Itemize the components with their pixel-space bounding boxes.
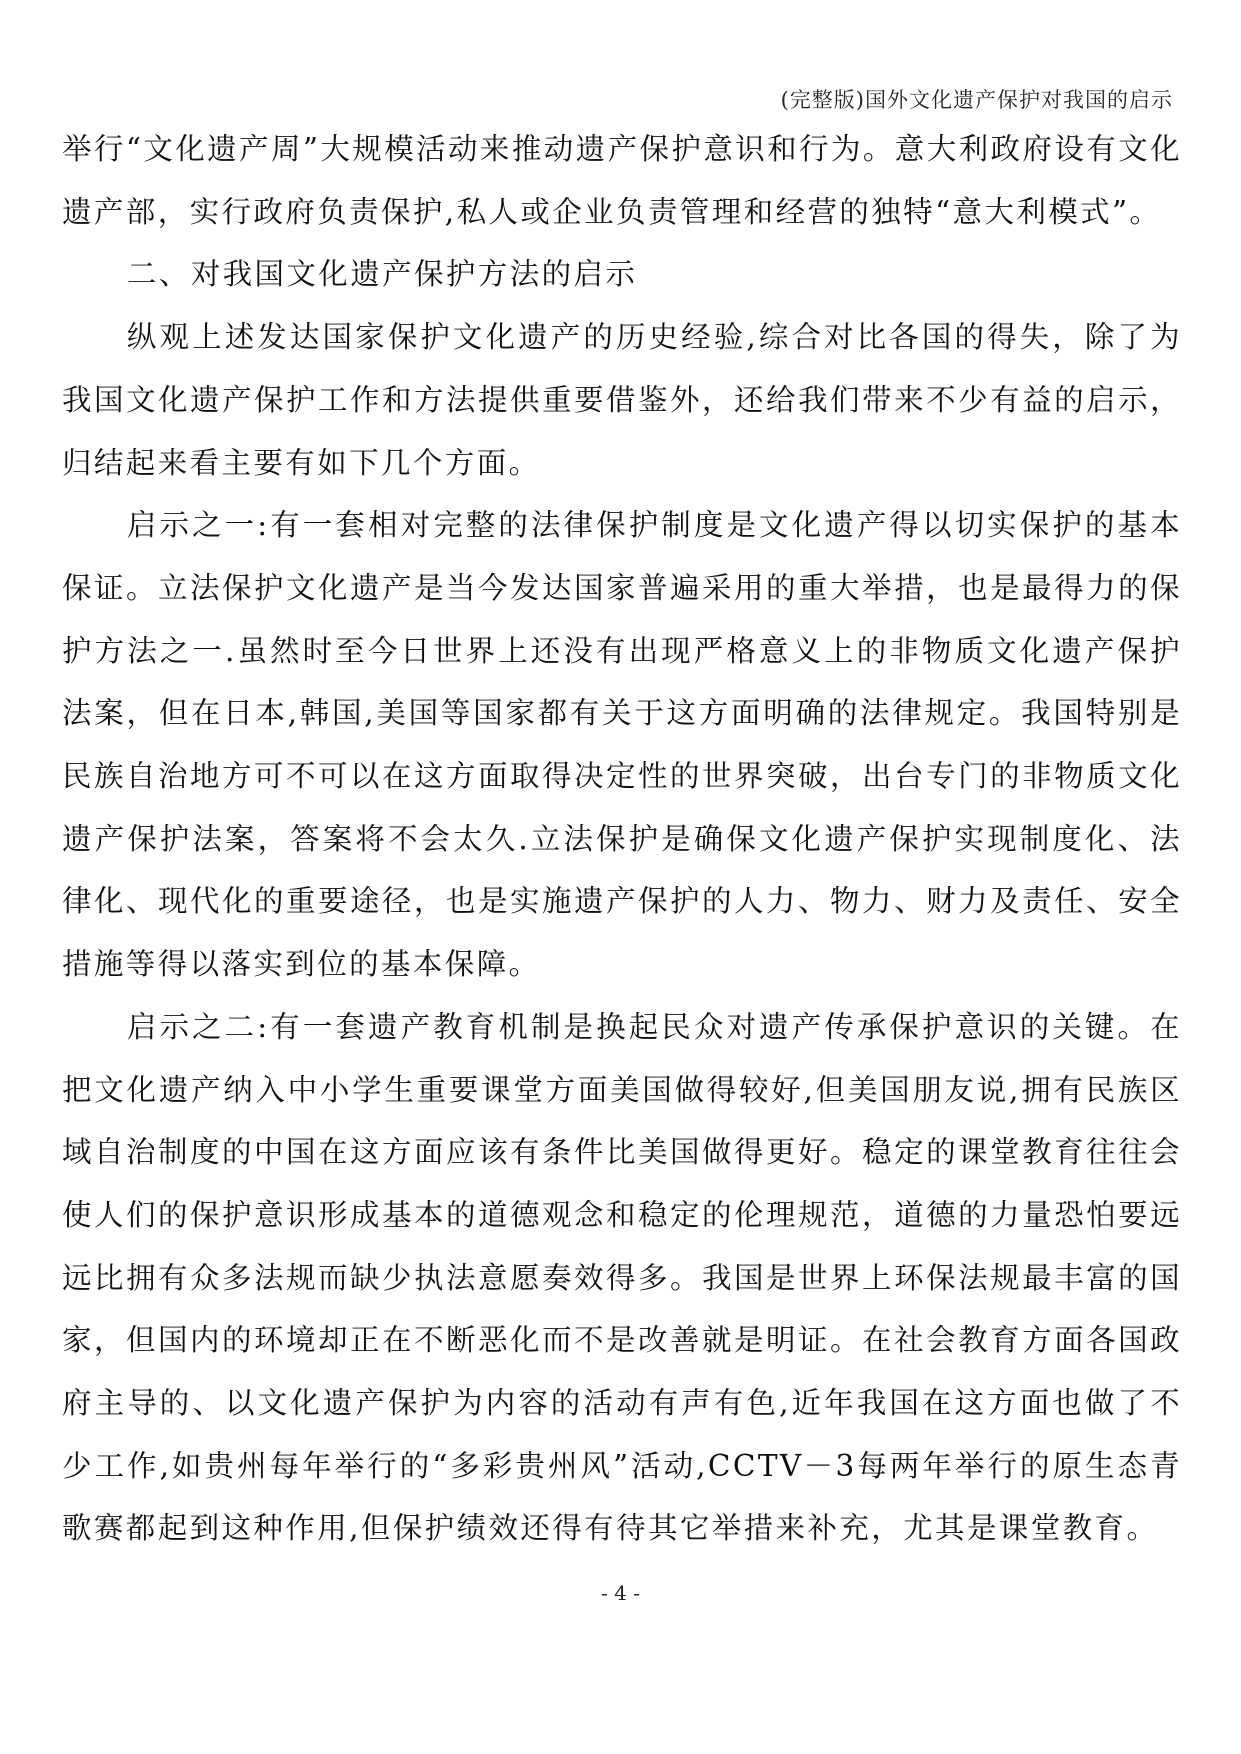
page-number: - 4 - (601, 1581, 640, 1605)
paragraph-insight-one: 启示之一:有一套相对完整的法律保护制度是文化遗产得以切实保护的基本保证。立法保护文化遗产是当今发达国家普遍采用的重大举措，也是最得力的保护方法之一.虽然时至今日世界上还没有出现严格意义上的非物质文化遗产保护法案，但在日本,韩国,美国等国家都有关于这方面明确的法律规定。我国特别是民族自治地方可不可以在这方面取得决定性的世界突破，出台专门的非物质文化遗产保护法案，答案将不会太久.立法保护是确保文化遗产保护实现制度化、法律化、现代化的重要途径，也是实施遗产保护的人力、物力、财力及责任、安全措施等得以落实到位的基本保障。 (62, 508, 1182, 982)
paragraph-insight-two: 启示之二:有一套遗产教育机制是换起民众对遗产传承保护意识的关键。在把文化遗产纳入中小学生重要课堂方面美国做得较好,但美国朋友说,拥有民族区域自治制度的中国在这方面应该有条件比美国做得更好。稳定的课堂教育往往会使人们的保护意识形成基本的道德观念和稳定的伦理规范，道德的力量恐怕要远远比拥有众多法规而缺少执法意愿奏效得多。我国是世界上环保法规最丰富的国家，但国内的环境却正在不断恶化而不是改善就是明证。在社会教育方面各国政府主导的、以文化遗产保护为内容的活动有声有色,近年我国在这方面也做了不少工作,如贵州每年举行的“多彩贵州风”活动,CCTV－3每两年举行的原生态青歌赛都起到这种作用,但保护绩效还得有待其它举措来补充，尤其是课堂教育。 (62, 1009, 1182, 1546)
document-body (62, 118, 1182, 1560)
paragraph-continuation: 举行“文化遗产周”大规模活动来推动遗产保护意识和行为。意大利政府设有文化遗产部，实行政府负责保护,私人或企业负责管理和经营的独特“意大利模式”。 (62, 132, 1182, 229)
paragraph-overview: 纵观上述发达国家保护文化遗产的历史经验,综合对比各国的得失，除了为我国文化遗产保护工作和方法提供重要借鉴外，还给我们带来不少有益的启示，归结起来看主要有如下几个方面。 (62, 320, 1182, 480)
section-heading: 二、对我国文化遗产保护方法的启示 (126, 257, 638, 292)
running-header: (完整版)国外文化遗产保护对我国的启示 (780, 88, 1173, 112)
